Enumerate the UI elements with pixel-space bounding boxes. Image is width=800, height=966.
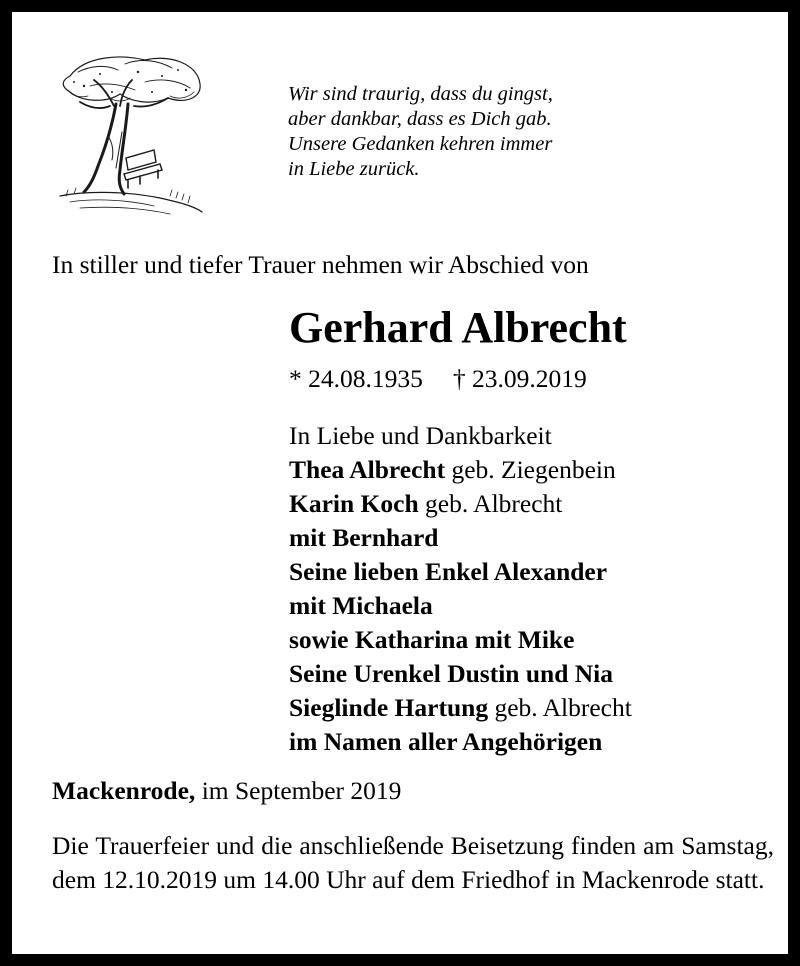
quote-line: aber dankbar, dass es Dich gab. xyxy=(288,108,552,130)
mourner-name: Sieglinde Hartung xyxy=(289,693,489,722)
mourners-opening: In Liebe und Dankbarkeit xyxy=(289,421,552,450)
quote-line: Wir sind traurig, dass du gingst, xyxy=(288,83,553,105)
place-town: Mackenrode, xyxy=(52,776,196,805)
death-date: † 23.09.2019 xyxy=(452,364,587,393)
place-and-date xyxy=(52,776,401,806)
mourners-list xyxy=(289,419,632,759)
tree-with-bench-icon xyxy=(50,46,208,218)
mourner-suffix: geb. Albrecht xyxy=(418,489,563,518)
birth-date: * 24.08.1935 xyxy=(289,364,423,393)
funeral-info: Die Trauerfeier und die anschließende Beisetzung finden am Samstag, dem 12.10.2019 um 14.00 Uhr auf dem Friedhof in Mackenrode statt. xyxy=(52,831,774,894)
mourner-line xyxy=(289,487,632,521)
mourner-line xyxy=(289,691,632,725)
mourner-suffix: geb. Ziegenbein xyxy=(445,455,616,484)
quote-line: Unsere Gedanken kehren immer xyxy=(288,133,553,155)
deceased-name: Gerhard Albrecht xyxy=(289,303,627,352)
mourner-line: Seine lieben Enkel Alexander xyxy=(289,557,608,586)
mourner-line: mit Michaela xyxy=(289,591,433,620)
mourner-line: mit Bernhard xyxy=(289,523,439,552)
place-date: im September 2019 xyxy=(195,776,402,805)
quote-line: in Liebe zurück. xyxy=(288,158,420,180)
intro-text: In stiller und tiefer Trauer nehmen wir Abschied von xyxy=(52,250,589,279)
mourner-name: Thea Albrecht xyxy=(289,455,446,484)
mourner-suffix: geb. Albrecht xyxy=(488,693,632,722)
life-dates xyxy=(289,364,587,394)
mourner-line: Seine Urenkel Dustin und Nia xyxy=(289,659,614,688)
mourner-line: im Namen aller Angehörigen xyxy=(289,727,603,756)
memorial-quote xyxy=(288,82,553,182)
mourner-line: sowie Katharina mit Mike xyxy=(289,625,575,654)
mourner-line xyxy=(289,453,632,487)
mourner-name: Karin Koch xyxy=(289,489,419,518)
